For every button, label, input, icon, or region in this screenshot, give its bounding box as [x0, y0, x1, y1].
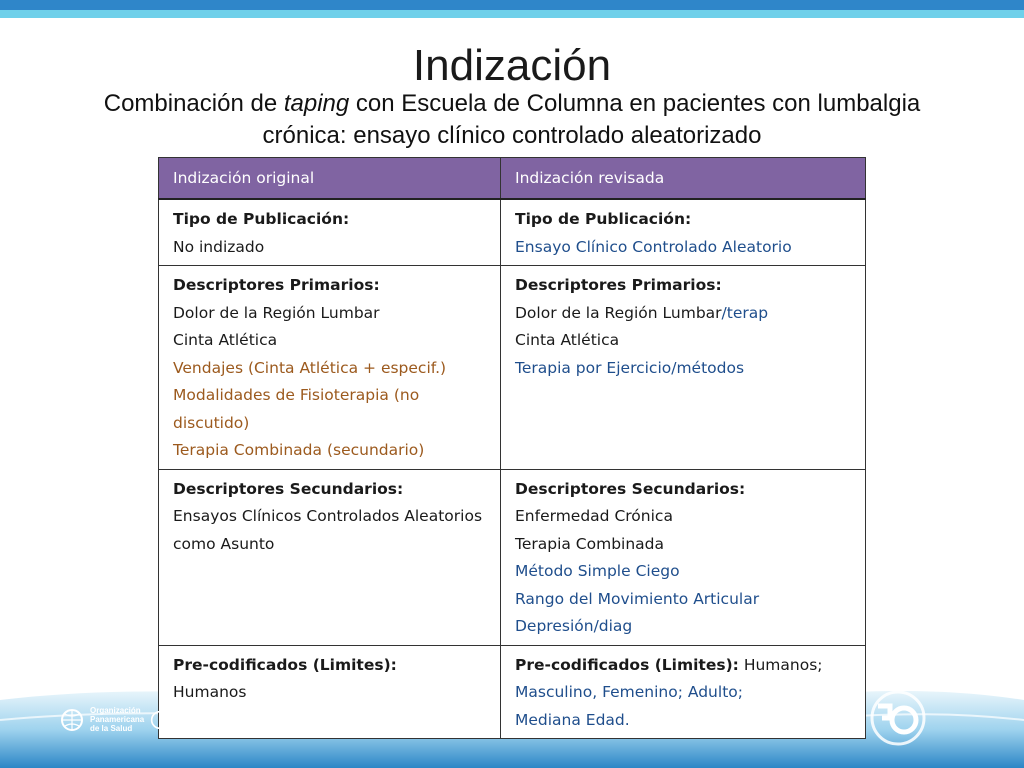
cell-item: Dolor de la Región Lumbar — [173, 303, 380, 322]
table-row — [159, 199, 866, 266]
cell-label: Pre-codificados (Limites): — [515, 655, 739, 674]
cell-item — [515, 300, 851, 328]
indexing-comparison-table — [158, 157, 866, 739]
header-original: Indización original — [159, 158, 501, 200]
cell-item: Modalidades de Fisioterapia (no discutido) — [173, 386, 420, 432]
cell-original — [159, 199, 501, 266]
cell-revised — [501, 469, 866, 645]
top-accent-bar — [0, 0, 1024, 10]
cell-label: Descriptores Secundarios: — [515, 479, 746, 498]
globe-icon — [60, 708, 84, 732]
cell-label: Pre-codificados (Limites): — [173, 655, 397, 674]
cell-revised — [501, 645, 866, 739]
table-row — [159, 266, 866, 470]
cell-item: Depresión/diag — [515, 617, 633, 635]
slide-title: Indización — [412, 41, 612, 90]
cell-original — [159, 645, 501, 739]
table-row — [159, 469, 866, 645]
anniversary-seal-icon — [868, 688, 928, 748]
cell-item: Cinta Atlética — [515, 331, 620, 349]
cell-label: Descriptores Primarios: — [173, 276, 380, 294]
cell-label: Tipo de Publicación: — [515, 210, 692, 228]
table-header-row — [159, 158, 866, 200]
cell-item-text: Dolor de la Región Lumbar — [515, 303, 722, 322]
cell-label: Tipo de Publicación: — [173, 210, 350, 228]
paho-name-line: Panamericana — [90, 715, 145, 724]
who-emblem-icon — [150, 710, 170, 730]
cell-revised — [501, 266, 866, 470]
cell-revised — [501, 199, 866, 266]
cell-item: Humanos — [173, 683, 247, 701]
cell-item: Ensayo Clínico Controlado Aleatorio — [515, 237, 792, 256]
cell-item: Cinta Atlética — [173, 331, 278, 349]
who-caption: Americas — [176, 727, 202, 733]
cell-item: Rango del Movimiento Articular — [515, 589, 760, 608]
slide-subtitle — [60, 88, 964, 152]
paho-name-line: de la Salud — [90, 724, 133, 733]
paho-logo — [60, 706, 201, 733]
cell-item: Ensayos Clínicos Controlados Aleatorios como Asunto — [173, 507, 483, 553]
header-revised: Indización revisada — [501, 158, 866, 200]
cell-item-text: Humanos; — [743, 655, 823, 674]
subtitle-part-2: con Escuela de Columna en pacientes con lumbalgia crónica: ensayo clínico controlado aleatorizado — [262, 90, 921, 149]
cell-item: Método Simple Ciego — [515, 562, 680, 580]
cell-item: Terapia Combinada (secundario) — [173, 441, 425, 459]
cell-item: Masculino, Femenino; Adulto; — [515, 683, 743, 701]
cell-original — [159, 266, 501, 470]
cell-item — [515, 652, 851, 680]
top-accent-bar-light — [0, 10, 1024, 18]
cell-item: Terapia por Ejercicio/métodos — [515, 358, 745, 377]
cell-item: Enfermedad Crónica — [515, 507, 673, 525]
table-row — [159, 645, 866, 739]
cell-item: Mediana Edad. — [515, 710, 630, 729]
subtitle-italic: taping — [283, 90, 350, 117]
cell-item-qualifier: /terap — [721, 303, 769, 322]
cell-item: Terapia Combinada — [515, 534, 665, 553]
cell-original — [159, 469, 501, 645]
cell-item: No indizado — [173, 237, 265, 256]
cell-label: Descriptores Secundarios: — [173, 479, 404, 498]
cell-label: Descriptores Primarios: — [515, 276, 722, 294]
paho-name-line: Organización — [90, 706, 141, 715]
paho-name — [90, 706, 144, 733]
subtitle-part-1: Combinación de — [103, 90, 284, 117]
cell-item: Vendajes (Cinta Atlética + especif.) — [173, 358, 447, 377]
